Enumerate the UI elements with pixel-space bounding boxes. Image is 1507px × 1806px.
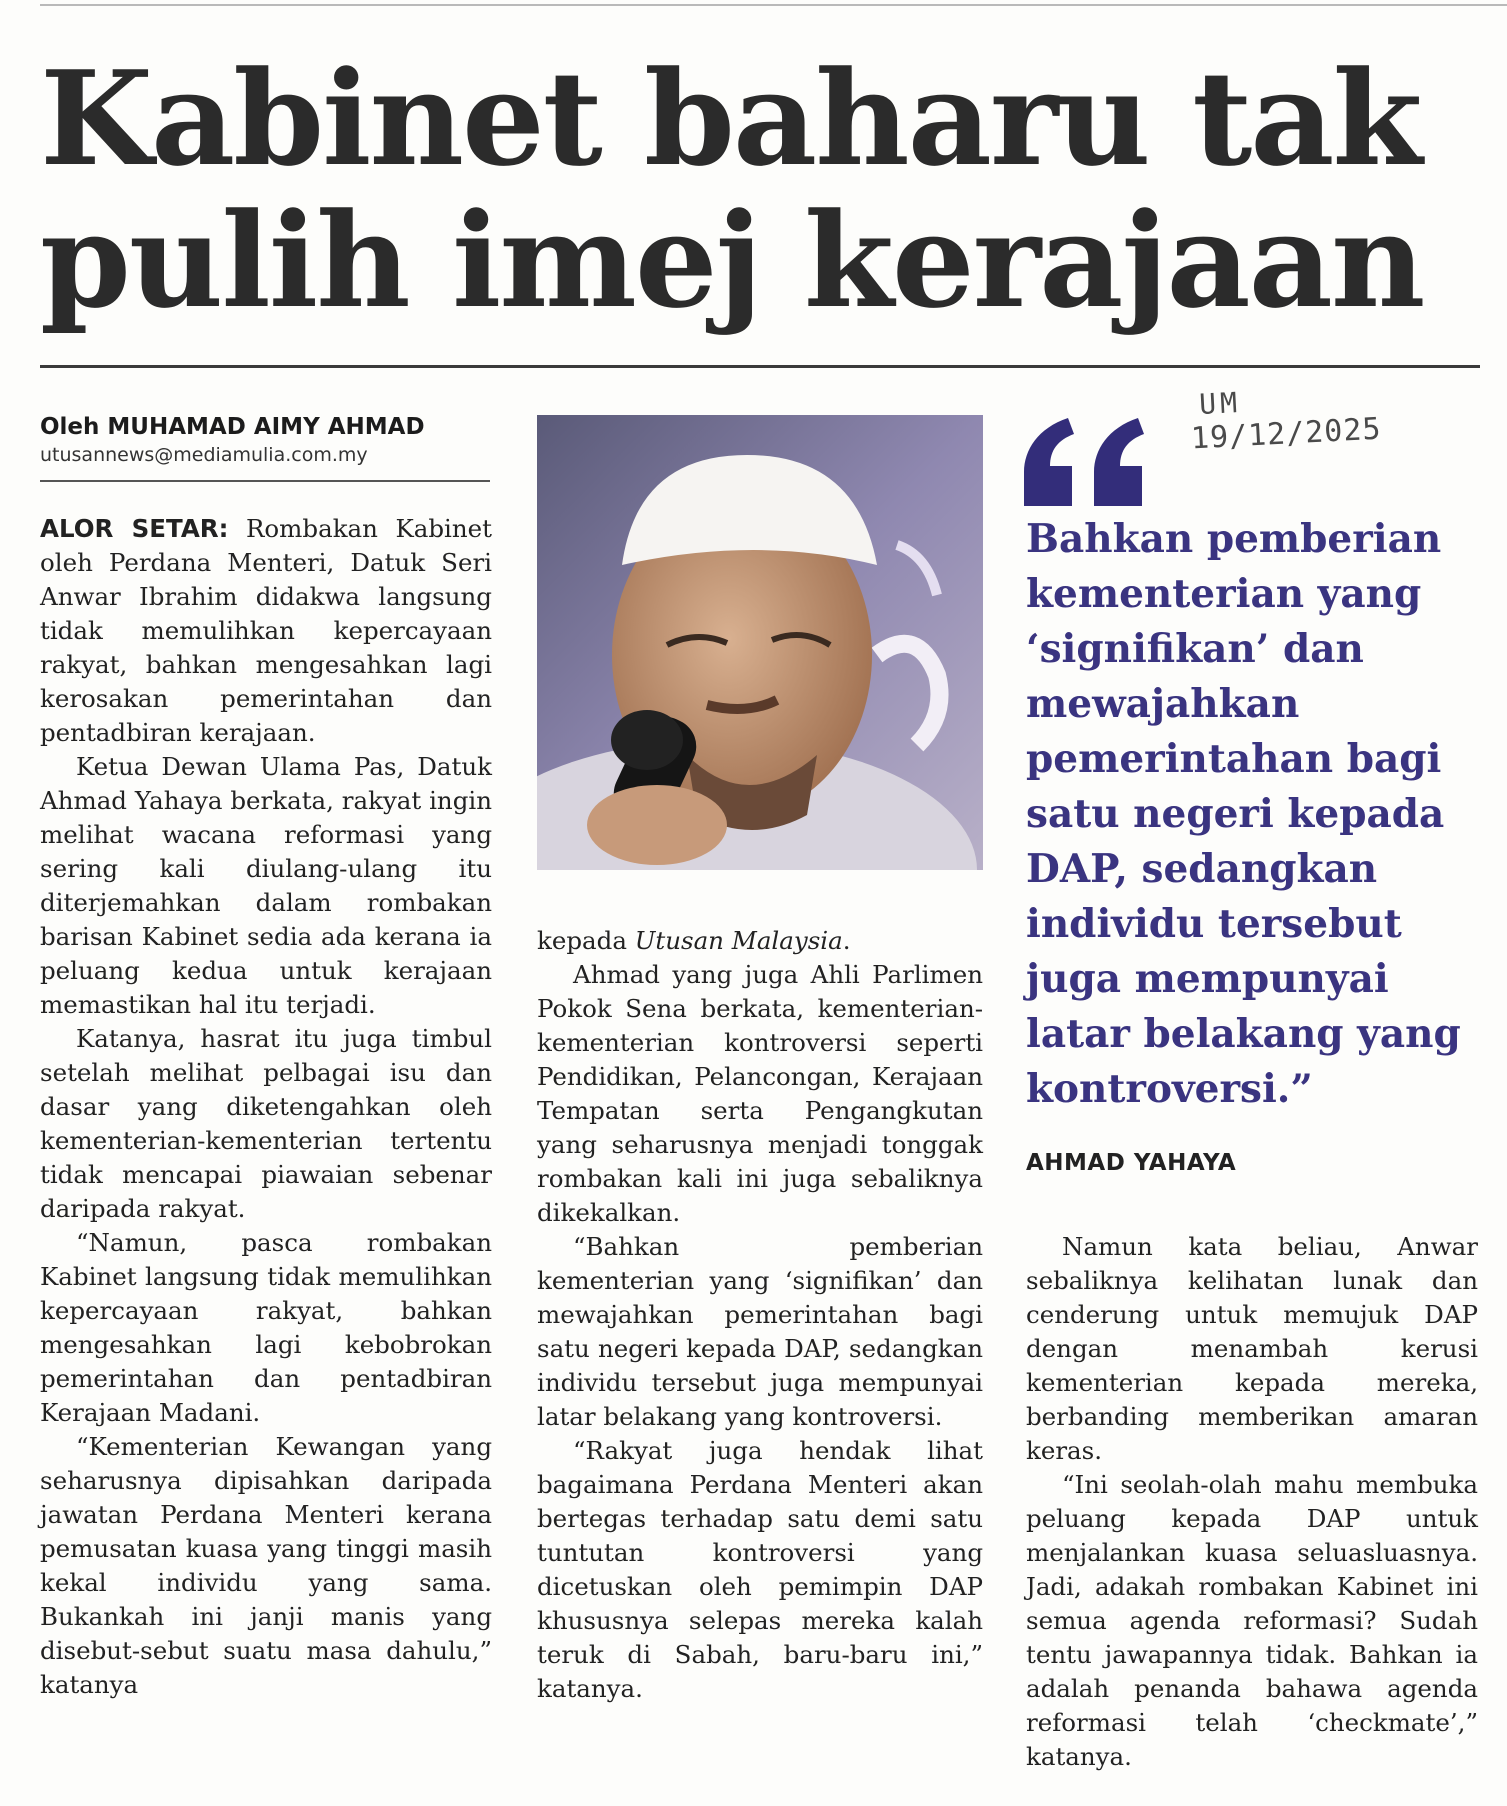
paragraph-11: “Ini seolah-olah mahu membuka peluang kepada DAP untuk menjalankan kuasa seluasluasnya. Jadi, adakah rombakan Kabinet ini semua agenda reformasi? Sudah tentu jawapannya tidak. Bahkan ia adalah penanda bahawa agenda reformasi telah ‘checkmate’,” katanya. <box>1026 1470 1478 1771</box>
article-column-1 <box>40 512 492 1702</box>
handwritten-source: UM <box>1198 385 1242 422</box>
paragraph-lead <box>40 512 492 750</box>
handwritten-date: 19/12/2025 <box>1190 411 1383 457</box>
publication-name: Utusan Malaysia <box>634 926 843 955</box>
paragraph-2: Ketua Dewan Ulama Pas, Datuk Ahmad Yahaya berkata, rakyat ingin melihat wacana reformasi yang sering kali diulang-ulang itu diterjemahkan dalam rombakan barisan Kabinet sedia ada kerana ia peluang kedua untuk kerajaan memastikan hal itu terjadi. <box>40 752 492 1019</box>
paragraph-10: Namun kata beliau, Anwar sebaliknya kelihatan lunak dan cenderung untuk memujuk DAP dengan menambah kerusi kementerian kepada mereka, berbanding memberikan amaran keras. <box>1026 1232 1478 1465</box>
speaker-portrait-icon <box>537 415 983 870</box>
author-name: Oleh MUHAMAD AIMY AHMAD <box>40 414 425 440</box>
headline-line-2: pulih imej kerajaan <box>40 184 1424 337</box>
pull-quote-author: AHMAD YAHAYA <box>1026 1150 1237 1176</box>
article-column-3 <box>1026 1230 1478 1774</box>
article-column-2 <box>537 924 983 1706</box>
top-rule <box>40 4 1507 6</box>
headline-line-1: Kabinet baharu tak <box>40 42 1421 195</box>
headline <box>40 42 1480 337</box>
paragraph-1: Rombakan Kabinet oleh Perdana Menteri, Datuk Seri Anwar Ibrahim didakwa langsung tidak memulihkan kepercayaan rakyat, bahkan mengesahkan lagi kerosakan pemerintahan dan pentadbiran kerajaan. <box>40 514 492 747</box>
pull-quote: Bahkan pemberian kementerian yang ‘signifikan’ dan mewajahkan pemerintahan bagi satu negeri kepada DAP, sedangkan individu tersebut juga mempunyai latar belakang yang kontroversi.” <box>1026 516 1461 1112</box>
paragraph-4: “Namun, pasca rombakan Kabinet langsung tidak memulihkan kepercayaan rakyat, bahkan mengesahkan lagi kebobrokan pemerintahan dan pentadbiran Kerajaan Madani. <box>40 1228 492 1427</box>
byline-rule <box>40 480 490 482</box>
quote-mark-icon <box>1020 410 1150 510</box>
paragraph-3: Katanya, hasrat itu juga timbul setelah melihat pelbagai isu dan dasar yang diketengahkan oleh kementerian-kementerian tertentu tidak mencapai piawaian sebenar daripada rakyat. <box>40 1024 492 1223</box>
paragraph-8: “Bahkan pemberian kementerian yang ‘signifikan’ dan mewajahkan pemerintahan bagi satu negeri kepada DAP, sedangkan individu tersebut juga mempunyai latar belakang yang kontroversi. <box>537 1232 983 1431</box>
author-email: utusannews@mediamulia.com.my <box>40 444 368 466</box>
paragraph-5: “Kementerian Kewangan yang seharusnya dipisahkan daripada jawatan Perdana Menteri kerana pemusatan kuasa yang tinggi masih kekal individu yang sama. Bukankah ini janji manis yang disebut-sebut suatu masa dahulu,” katanya <box>40 1432 492 1699</box>
paragraph-9: “Rakyat juga hendak lihat bagaimana Perdana Menteri akan bertegas terhadap satu demi satu tuntutan kontroversi yang dicetuskan oleh pemimpin DAP khususnya selepas mereka kalah teruk di Sabah, baru-baru ini,” katanya. <box>537 1436 983 1703</box>
headline-rule <box>40 365 1480 368</box>
dateline: ALOR SETAR: <box>40 514 229 543</box>
speaker-photo <box>537 415 983 870</box>
paragraph-7: Ahmad yang juga Ahli Parlimen Pokok Sena berkata, kementerian-kementerian kontroversi seperti Pendidikan, Pelancongan, Kerajaan Tempatan serta Pengangkutan yang seharusnya menjadi tonggak rombakan kali ini juga sebaliknya dikekalkan. <box>537 960 983 1227</box>
paragraph-6: kepada Utusan Malaysia. <box>537 926 851 955</box>
byline <box>40 412 490 468</box>
handwritten-note <box>1188 376 1441 457</box>
